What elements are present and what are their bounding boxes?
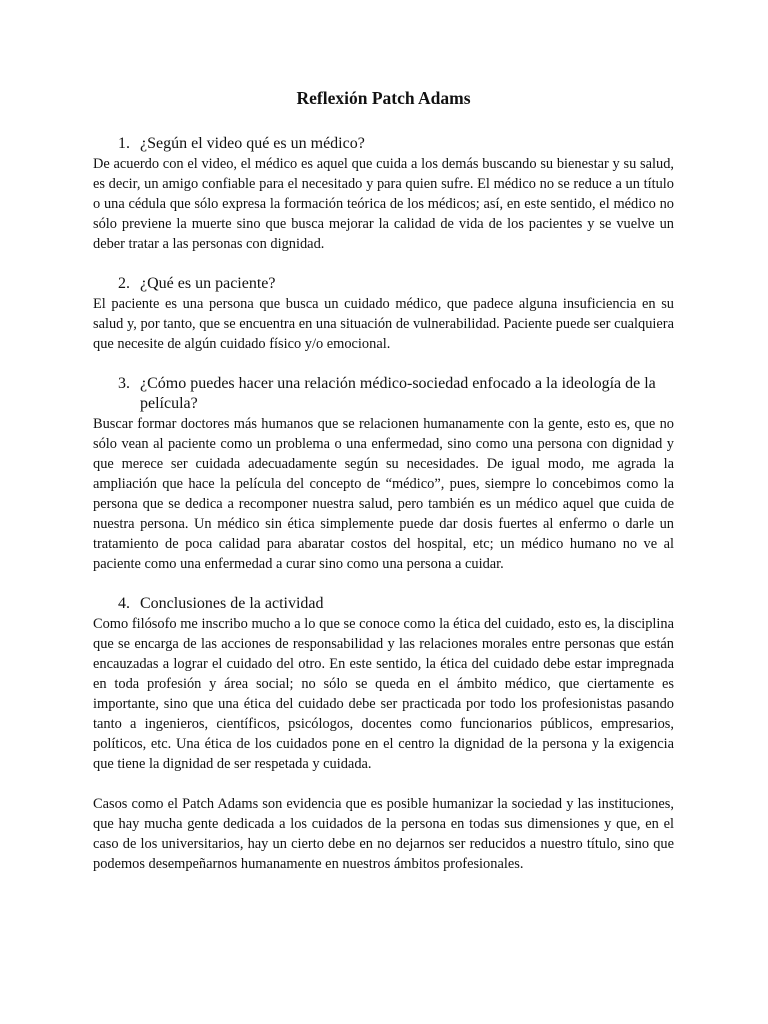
answer-paragraph: Buscar formar doctores más humanos que se relacionen humanamente con la gente, esto es, que no sólo vean al paciente como un problema o una enfermedad, sino como una persona con dignidad y que merece ser cuidada adecuadamente según su necesidades. De igual modo, me agrada la ampliación que hace la película del concepto de “médico”, pues, siempre lo concebimos como la persona que se dedica a recomponer nuestra salud, pero también es un médico aquel que cuida de nuestra persona. Un médico sin ética simplemente puede dar dosis fuertes al enfermo o darle un tratamiento de poca calidad para abaratar costos del hospital, etc; un médico humano no ve al paciente como una enfermedad a curar sino como una persona a cuidar. — [93, 416, 674, 572]
question-3 — [93, 374, 674, 414]
question-number: 3. — [118, 375, 130, 392]
question-1 — [93, 134, 674, 154]
page-title: Reflexión Patch Adams — [296, 88, 471, 108]
question-number: 2. — [118, 275, 130, 292]
question-text: ¿Según el video qué es un médico? — [140, 135, 365, 152]
answer-paragraph: El paciente es una persona que busca un cuidado médico, que padece alguna insuficiencia en su salud y, por tanto, que se encuentra en una situación de vulnerabilidad. Paciente puede ser cualquiera que necesite de algún cuidado físico y/o emocional. — [93, 296, 674, 352]
question-text: Conclusiones de la actividad — [140, 595, 324, 612]
answer-paragraph: Como filósofo me inscribo mucho a lo que se conoce como la ética del cuidado, esto es, la disciplina que se encarga de las acciones de responsabilidad y las relaciones morales entre personas que están encauzadas a lograr el cuidado del otro. En este sentido, la ética del cuidado debe estar impregnada en toda profesión y área social; no sólo se queda en el ámbito médico, que ciertamente es importante, sino que una ética del cuidado debe ser practicada por todo los profesionistas pasando tanto a ingenieros, científicos, psicólogos, docentes como funcionarios públicos, empresarios, políticos, etc. Una ética de los cuidados pone en el centro la dignidad de la persona y la exigencia que tiene la dignidad de ser respetada y cuidada. — [93, 616, 674, 772]
closing-paragraph: Casos como el Patch Adams son evidencia que es posible humanizar la sociedad y las instituciones, que hay mucha gente dedicada a los cuidados de la persona en todas sus dimensiones y que, en el caso de los universitarios, hay un cierto debe en no dejarnos ser reducidos a nuestro título, sino que podemos desempeñarnos humanamente en nuestros ámbitos profesionales. — [93, 796, 674, 872]
answer-paragraph: De acuerdo con el video, el médico es aquel que cuida a los demás buscando su bienestar y su salud, es decir, un amigo confiable para el necesitado y para quien sufre. El médico no se reduce a un título o una cédula que sólo expresa la formación teórica de los médicos; así, en este sentido, el médico no sólo previene la muerte sino que busca mejorar la calidad de vida de los pacientes y se vuelve un deber tratar a las personas con dignidad. — [93, 156, 674, 252]
question-text: ¿Cómo puedes hacer una relación médico-sociedad enfocado a la ideología de la película? — [140, 375, 656, 412]
question-4 — [93, 594, 674, 614]
question-2 — [93, 274, 674, 294]
question-number: 4. — [118, 595, 130, 612]
question-number: 1. — [118, 135, 130, 152]
question-text: ¿Qué es un paciente? — [140, 275, 276, 292]
